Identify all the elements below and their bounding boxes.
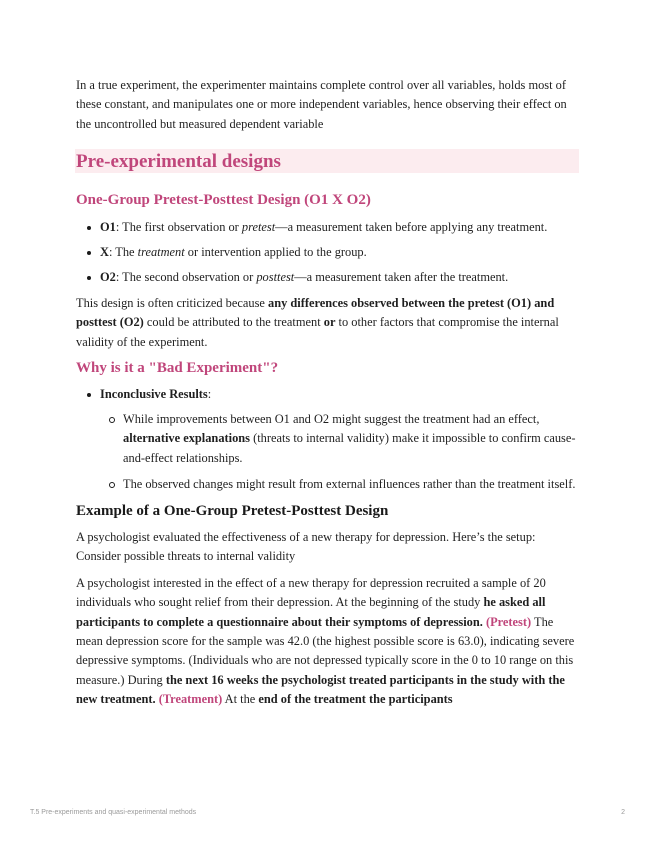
document-body (76, 76, 579, 717)
sub-list-item: The observed changes might result from external influences rather than the treatment itself. (100, 475, 579, 494)
footer-title: T.5 Pre-experiments and quasi-experimental methods (30, 809, 197, 816)
bad-experiment-heading: Why is it a "Bad Experiment"? (76, 360, 279, 377)
example-heading: Example of a One-Group Pretest-Posttest Design (76, 502, 389, 519)
page-number: 2 (621, 809, 625, 816)
design-list (76, 218, 579, 288)
list-item: O2: The second observation or posttest—a measurement taken after the treatment. (76, 268, 579, 287)
list-item: O1: The first observation or pretest—a measurement taken before applying any treatment. (76, 218, 579, 237)
example-detail-paragraph: A psychologist interested in the effect of a new therapy for depression recruited a sample of 20 individuals who sought relief from their depression. At the beginning of the study he asked all participants to complete a questionnaire about their symptoms of depression. (Pretest) The mean depression score for the sample was 42.0 (the highest possible score is 63.0), indicating severe depressive symptoms. (Individuals who are not depressed typically score in the 0 to 10 range on this measure.) During the next 16 weeks the psychologist treated participants in the study with the new treatment. (Treatment) At the end of the treatment the participants (76, 575, 575, 707)
bad-experiment-list (76, 385, 579, 494)
example-setup-paragraph: A psychologist evaluated the effectiveness of a new therapy for depression. Here’s the setup: Consider possible threats to internal validity (76, 529, 536, 564)
list-item: X: The treatment or intervention applied to the group. (76, 243, 579, 262)
section-title: Pre-experimental designs (76, 150, 281, 172)
section-header (75, 149, 579, 173)
sub-list-item: While improvements between O1 and O2 might suggest the treatment had an effect, alternative explanations (threats to internal validity) make it impossible to confirm cause-and-effect relationships. (100, 410, 579, 468)
list-item: Inconclusive Results: While improvements between O1 and O2 might suggest the treatment had an effect, alternative explanations (threats to internal validity) make it impossible to confirm cause-and-effect relationships. The observed changes might result from external influences rather than the treatment itself. (76, 385, 579, 494)
sub-list (100, 410, 579, 495)
intro-paragraph: In a true experiment, the experimenter maintains complete control over all variables, holds most of these constant, and manipulates one or more independent variables, hence observing their effect on the uncontrolled but measured dependent variable (76, 78, 567, 131)
criticism-paragraph: This design is often criticized because any differences observed between the pretest (O1) and posttest (O2) could be attributed to the treatment or to other factors that compromise the internal validity of the experiment. (76, 295, 559, 349)
design-heading: One-Group Pretest-Posttest Design (O1 X O2) (76, 192, 371, 209)
